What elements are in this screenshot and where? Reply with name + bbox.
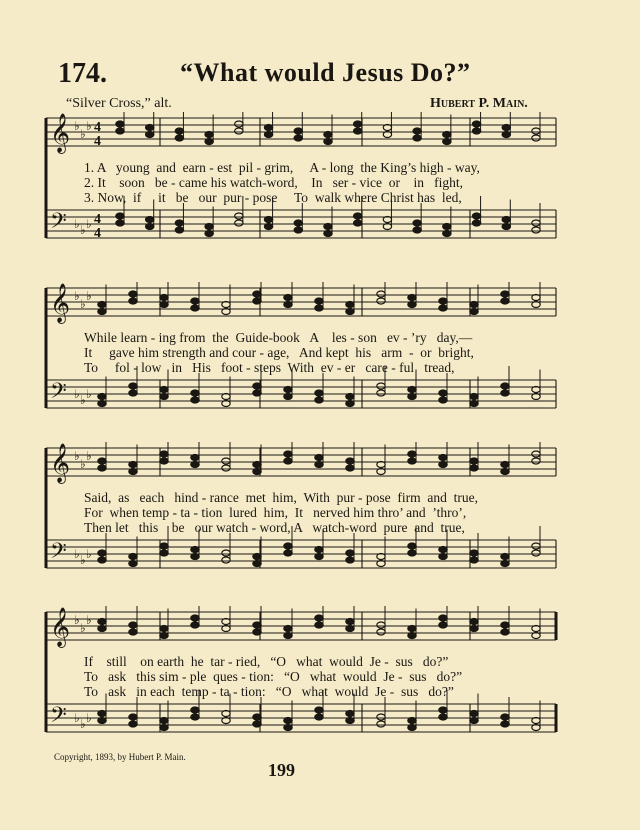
note-head [532,550,540,556]
note-head [294,128,302,134]
note-head [439,455,447,461]
note-head [315,305,323,311]
note-head [501,291,509,297]
music-system-4 [40,606,560,736]
note-head [98,619,106,625]
note-head [413,128,421,134]
note-head [98,711,106,717]
note-head [235,128,243,134]
note-head [222,557,230,563]
note-head [284,718,292,724]
note-head [439,547,447,553]
note-head [532,543,540,549]
note-head [324,132,332,138]
note-head [98,550,106,556]
note-head [443,224,451,230]
note-head [294,227,302,233]
music-system-3 [40,442,560,572]
note-head [191,298,199,304]
note-head [160,718,168,724]
flat-icon: ♭ [80,223,86,237]
bass-clef-icon: 𝄢 [50,539,67,568]
note-head [346,626,354,632]
note-head [129,714,137,720]
note-head [235,121,243,127]
bass-clef-icon: 𝄢 [50,703,67,732]
note-head [324,231,332,237]
note-head [324,224,332,230]
flat-icon: ♭ [74,289,80,303]
note-head [377,622,385,628]
note-head [191,455,199,461]
flat-icon: ♭ [86,711,92,725]
note-head [346,557,354,563]
flat-icon: ♭ [74,449,80,463]
note-head [98,302,106,308]
page-number: 199 [268,760,295,780]
note-head [408,626,416,632]
note-head [443,132,451,138]
flat-icon: ♭ [86,289,92,303]
note-head [160,394,168,400]
note-head [175,135,183,141]
note-head [191,714,199,720]
note-head [377,383,385,389]
flat-icon: ♭ [74,711,80,725]
note-head [377,390,385,396]
note-head [346,718,354,724]
note-head [315,622,323,628]
note-head [315,615,323,621]
note-head [129,383,137,389]
note-head [408,550,416,556]
note-head [315,462,323,468]
note-head [315,390,323,396]
note-head [413,220,421,226]
note-head [116,220,124,226]
note-head [98,394,106,400]
lyric-line: It gave him strength and cour - age, And kept his arm - or bright, [84,345,474,360]
flat-icon: ♭ [74,217,80,231]
note-head [470,550,478,556]
note-head [264,217,272,223]
note-head [284,626,292,632]
note-head [160,302,168,308]
note-head [175,227,183,233]
note-head [253,721,261,727]
note-head [191,707,199,713]
note-head [129,469,137,475]
note-head [354,128,362,134]
note-head [284,451,292,457]
time-signature: 4 [94,212,101,227]
note-head [377,291,385,297]
lyric-line: Said, as each hind - rance met him, With pur - pose firm and true, [84,490,478,505]
note-head [98,557,106,563]
flat-icon: ♭ [74,613,80,627]
flat-icon: ♭ [80,457,86,471]
note-head [160,295,168,301]
hymn-number: 174. [58,58,107,89]
note-head [253,561,261,567]
note-head [470,626,478,632]
note-head [408,295,416,301]
note-head [408,543,416,549]
lyric-line: For when temp - ta - tion lured him, It nerved him thro’ and ’thro’, [84,505,467,520]
note-head [470,619,478,625]
note-head [98,465,106,471]
note-head [354,121,362,127]
treble-clef-icon: 𝄞 [50,285,71,322]
note-head [253,291,261,297]
note-head [129,561,137,567]
note-head [439,622,447,628]
note-head [264,125,272,131]
note-head [315,397,323,403]
treble-clef-icon: 𝄞 [50,445,71,482]
note-head [191,390,199,396]
note-head [160,633,168,639]
note-head [284,295,292,301]
lyric-line: To ask this sim - ple ques - tion: “O what would Je - sus do?” [84,669,463,684]
note-head [191,397,199,403]
composer-credit: Hubert P. Main. [430,96,528,111]
note-head [408,458,416,464]
note-head [191,615,199,621]
note-head [253,554,261,560]
note-head [472,213,480,219]
note-head [439,554,447,560]
lyric-line: Then let this be our watch - word, A watch-word pure and true, [84,520,465,535]
lyric-line: 2. It soon be - came his watch-word, In ser - vice or in fight, [84,175,464,190]
flat-icon: ♭ [80,717,86,731]
note-head [532,451,540,457]
flat-icon: ♭ [86,387,92,401]
note-head [264,224,272,230]
note-head [472,220,480,226]
note-head [253,622,261,628]
note-head [253,629,261,635]
note-head [191,554,199,560]
treble-clef-icon: 𝄞 [50,115,71,152]
note-head [175,128,183,134]
note-head [264,132,272,138]
lyric-line: To ask in each temp - ta - tion: “O what would Je - sus do?” [84,684,454,699]
note-head [472,121,480,127]
note-head [470,458,478,464]
note-head [346,550,354,556]
note-head [443,139,451,145]
note-head [284,394,292,400]
note-head [346,309,354,315]
note-head [284,458,292,464]
hymn-header [0,0,640,110]
note-head [502,132,510,138]
note-head [315,714,323,720]
note-head [294,135,302,141]
note-head [346,465,354,471]
note-head [129,554,137,560]
note-head [413,227,421,233]
flat-icon: ♭ [86,547,92,561]
note-head [284,302,292,308]
copyright-notice: Copyright, 1893, by Hubert P. Main. [54,752,186,762]
note-head [501,298,509,304]
note-head [205,139,213,145]
note-head [470,309,478,315]
lyric-line: To fol - low in His foot - steps With ev - er care - ful tread, [84,360,455,375]
note-head [354,213,362,219]
flat-icon: ♭ [86,613,92,627]
note-head [98,626,106,632]
note-head [191,622,199,628]
note-head [472,128,480,134]
note-head [346,302,354,308]
note-head [98,309,106,315]
time-signature: 4 [94,134,101,149]
note-head [470,718,478,724]
note-head [160,543,168,549]
note-head [346,711,354,717]
note-head [315,455,323,461]
note-head [129,721,137,727]
note-head [205,224,213,230]
note-head [501,714,509,720]
note-head [98,718,106,724]
note-head [439,615,447,621]
note-head [129,622,137,628]
note-head [129,390,137,396]
note-head [439,390,447,396]
note-head [253,469,261,475]
note-head [377,298,385,304]
note-head [205,132,213,138]
note-head [222,458,230,464]
flat-icon: ♭ [74,119,80,133]
bass-clef-icon: 𝄢 [50,209,67,238]
flat-icon: ♭ [74,387,80,401]
note-head [253,383,261,389]
hymn-title: “What would Jesus Do?” [180,58,471,87]
note-head [501,561,509,567]
note-head [222,465,230,471]
note-head [315,298,323,304]
lyric-line: While learn - ing from the Guide-book A les - son ev - ’ry day,— [84,330,473,345]
note-head [501,721,509,727]
note-head [470,557,478,563]
note-head [160,550,168,556]
note-head [408,718,416,724]
note-head [502,125,510,131]
flat-icon: ♭ [86,449,92,463]
note-head [294,220,302,226]
flat-icon: ♭ [80,127,86,141]
note-head [501,469,509,475]
note-head [160,451,168,457]
tune-name: “Silver Cross,” alt. [66,96,172,111]
note-head [501,390,509,396]
note-head [129,462,137,468]
music-system-1 [40,112,560,242]
note-head [315,707,323,713]
note-head [470,401,478,407]
note-head [315,554,323,560]
note-head [129,291,137,297]
note-head [408,725,416,731]
note-head [324,139,332,145]
note-head [222,550,230,556]
flat-icon: ♭ [80,621,86,635]
note-head [284,387,292,393]
note-head [116,128,124,134]
note-head [501,629,509,635]
note-head [146,217,154,223]
note-head [532,128,540,134]
note-head [284,550,292,556]
note-head [470,711,478,717]
note-head [160,387,168,393]
note-head [191,547,199,553]
note-head [354,220,362,226]
note-head [116,213,124,219]
note-head [408,633,416,639]
note-head [191,462,199,468]
note-head [98,401,106,407]
lyric-line: 1. A young and earn - est pil - grim, A - long the King’s high - way, [84,160,480,175]
music-system-2 [40,282,560,412]
note-head [439,298,447,304]
note-head [160,626,168,632]
lyrics-block-4 [84,654,564,699]
note-head [160,725,168,731]
note-head [315,547,323,553]
bass-clef-icon: 𝄢 [50,379,67,408]
note-head [346,458,354,464]
note-head [439,462,447,468]
note-head [408,387,416,393]
note-head [377,629,385,635]
note-head [439,707,447,713]
note-head [346,401,354,407]
note-head [175,220,183,226]
note-head [253,390,261,396]
lyrics-block-3 [84,490,564,535]
note-head [129,298,137,304]
lyric-line: 3. Now, if it be our pur - pose To walk where Christ has led, [84,190,462,205]
note-head [116,121,124,127]
note-head [146,125,154,131]
note-head [253,714,261,720]
note-head [532,135,540,141]
note-head [235,213,243,219]
note-head [501,554,509,560]
note-head [205,231,213,237]
lyrics-block-1 [84,160,564,205]
flat-icon: ♭ [80,393,86,407]
note-head [501,462,509,468]
note-head [470,394,478,400]
note-head [408,302,416,308]
flat-icon: ♭ [86,119,92,133]
note-head [470,302,478,308]
note-head [377,721,385,727]
time-signature: 4 [94,226,101,241]
note-head [235,220,243,226]
flat-icon: ♭ [86,217,92,231]
note-head [502,217,510,223]
note-head [502,224,510,230]
note-head [129,629,137,635]
treble-clef-icon: 𝄞 [50,609,71,646]
note-head [253,298,261,304]
note-head [284,633,292,639]
note-head [146,224,154,230]
note-head [408,394,416,400]
flat-icon: ♭ [74,547,80,561]
time-signature: 4 [94,120,101,135]
note-head [146,132,154,138]
lyrics-block-2 [84,330,564,375]
note-head [284,725,292,731]
note-head [501,383,509,389]
note-head [98,458,106,464]
note-head [532,220,540,226]
note-head [284,543,292,549]
note-head [191,305,199,311]
lyric-line: If still on earth he tar - ried, “O what would Je - sus do?” [84,654,449,669]
note-head [408,451,416,457]
note-head [439,305,447,311]
note-head [160,458,168,464]
note-head [413,135,421,141]
note-head [439,397,447,403]
note-head [439,714,447,720]
note-head [470,465,478,471]
flat-icon: ♭ [80,297,86,311]
flat-icon: ♭ [80,553,86,567]
note-head [346,394,354,400]
note-head [377,714,385,720]
note-head [346,619,354,625]
note-head [443,231,451,237]
note-head [532,227,540,233]
note-head [501,622,509,628]
note-head [532,458,540,464]
note-head [253,462,261,468]
